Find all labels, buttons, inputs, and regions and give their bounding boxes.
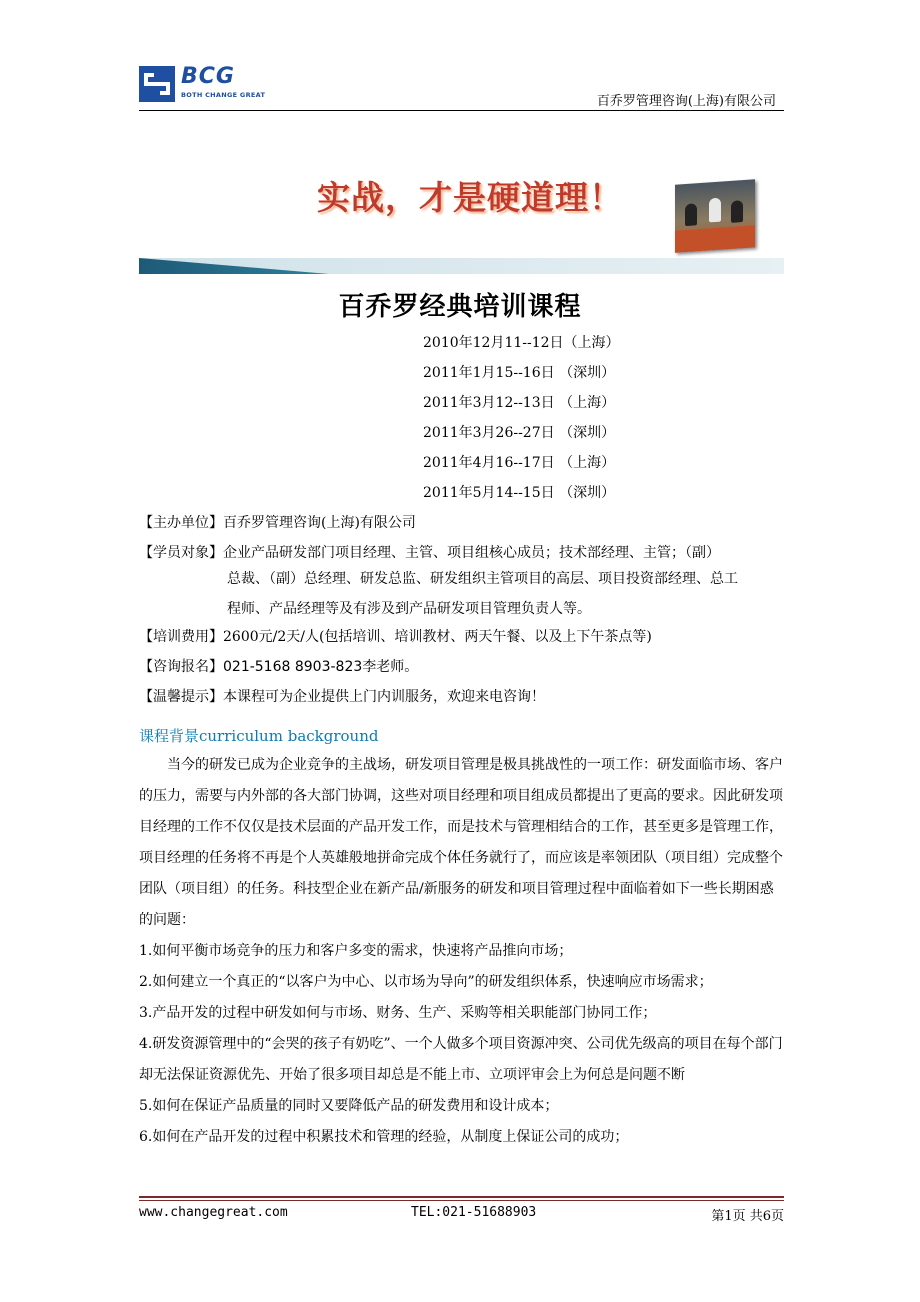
list-item: 2.如何建立一个真正的“以客户为中心、以市场为导向”的研发组织体系，快速响应市场需求； bbox=[139, 974, 713, 990]
tip-row bbox=[139, 686, 784, 708]
list-item: 3.产品开发的过程中研发如何与市场、财务、生产、采购等相关职能部门协同工作； bbox=[139, 1005, 657, 1021]
list-item: 4.研发资源管理中的“会哭的孩子有奶吃”、一个人做多个项目资源冲突、公司优先级高的项目在每个部门却无法保证资源优先、开始了很多项目却总是不能上市、立项评审会上为何总是问题不断 bbox=[139, 1036, 783, 1083]
bcg-logo-icon bbox=[139, 66, 175, 102]
course-info bbox=[139, 512, 784, 716]
contact-value: 021-5168 8903-823李老师。 bbox=[223, 659, 419, 675]
footer-divider bbox=[139, 1196, 784, 1198]
audience-line-2: 总裁、（副）总经理、研发总监、研发组织主管项目的高层、项目投资部经理、总工 bbox=[227, 571, 738, 587]
logo-text: BCG bbox=[181, 64, 235, 89]
fee-value: 2600元/2天/人(包括培训、培训教材、两天午餐、以及上下午茶点等) bbox=[223, 629, 652, 645]
list-item: 5.如何在保证产品质量的同时又要降低产品的研发费用和设计成本； bbox=[139, 1098, 559, 1114]
meeting-photo bbox=[675, 179, 755, 253]
banner bbox=[139, 160, 784, 275]
list-item: 1.如何平衡市场竞争的压力和客户多变的需求，快速将产品推向市场； bbox=[139, 943, 573, 959]
footer-divider-thin bbox=[139, 1200, 784, 1201]
organizer-row bbox=[139, 512, 784, 534]
header-divider bbox=[139, 110, 784, 111]
page-title: 百乔罗经典培训课程 bbox=[338, 292, 582, 322]
tip-label: 【温馨提示】 bbox=[139, 689, 223, 705]
contact-row bbox=[139, 656, 784, 678]
schedule-item: 2011年4月16--17日 （上海） bbox=[423, 455, 616, 471]
fee-label: 【培训费用】 bbox=[139, 629, 223, 645]
schedule-list bbox=[423, 332, 683, 512]
bcg-logo bbox=[139, 62, 271, 106]
footer-url[interactable]: www.changegreat.com bbox=[139, 1205, 288, 1220]
header-company: 百乔罗管理咨询(上海)有限公司 bbox=[596, 94, 776, 109]
organizer-label: 【主办单位】 bbox=[139, 515, 223, 531]
page-number: 第1页 共6页 bbox=[711, 1209, 784, 1224]
section-body bbox=[139, 750, 784, 1153]
list-item: 6.如何在产品开发的过程中积累技术和管理的经验，从制度上保证公司的成功； bbox=[139, 1129, 629, 1145]
schedule-item: 2011年3月12--13日 （上海） bbox=[423, 395, 616, 411]
organizer-value: 百乔罗管理咨询(上海)有限公司 bbox=[223, 515, 416, 531]
audience-row bbox=[139, 542, 784, 564]
section-title: 课程背景curriculum background bbox=[139, 727, 379, 745]
audience-line-3: 程师、产品经理等及有涉及到产品研发项目管理负责人等。 bbox=[227, 601, 591, 617]
tip-value: 本课程可为企业提供上门内训服务，欢迎来电咨询！ bbox=[223, 689, 545, 705]
schedule-item: 2011年1月15--16日 （深圳） bbox=[423, 365, 616, 381]
footer-tel: TEL:021-51688903 bbox=[411, 1205, 537, 1220]
audience-line-1: 企业产品研发部门项目经理、主管、项目组核心成员；技术部经理、主管；（副） bbox=[223, 545, 720, 561]
intro-paragraph: 当今的研发已成为企业竞争的主战场，研发项目管理是极具挑战性的一项工作：研发面临市场、客户的压力，需要与内外部的各大部门协调，这些对项目经理和项目组成员都提出了更高的要求。因此研发项目经理的工作不仅仅是技术层面的产品开发工作，而是技术与管理相结合的工作，甚至更多是管理工作，项目经理的任务将不再是个人英雄般地拼命完成个体任务就行了，而应该是率领团队（项目组）完成整个团队（项目组）的任务。科技型企业在新产品/新服务的研发和项目管理过程中面临着如下一些长期困惑的问题： bbox=[139, 757, 783, 928]
fee-row bbox=[139, 626, 784, 648]
audience-label: 【学员对象】 bbox=[139, 545, 223, 561]
logo-subtitle: BOTH CHANGE GREAT bbox=[181, 91, 266, 99]
banner-slogan: 实战，才是硬道理！ bbox=[317, 178, 623, 217]
schedule-item: 2011年3月26--27日 （深圳） bbox=[423, 425, 616, 441]
schedule-item: 2010年12月11--12日（上海） bbox=[423, 335, 620, 351]
schedule-item: 2011年5月14--15日 （深圳） bbox=[423, 485, 616, 501]
page-header bbox=[139, 62, 784, 112]
contact-label: 【咨询报名】 bbox=[139, 659, 223, 675]
